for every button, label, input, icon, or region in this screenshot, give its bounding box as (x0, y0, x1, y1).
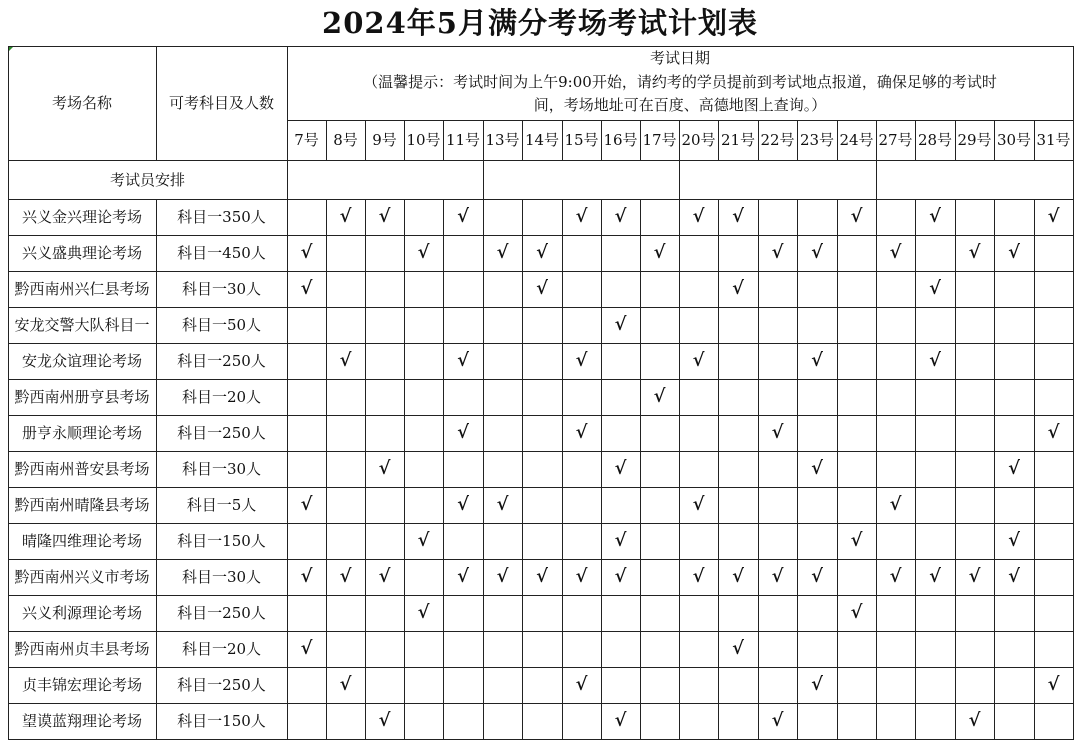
check-mark: √ (496, 494, 509, 515)
day-column-divider (562, 199, 563, 739)
venue-name: 黔西南州兴仁县考场 (14, 280, 150, 298)
check-mark: √ (968, 242, 981, 263)
check-mark: √ (811, 242, 823, 263)
subject-quota: 科目一250人 (177, 424, 266, 442)
check-mark: √ (811, 674, 823, 695)
check-mark: √ (811, 350, 823, 371)
check-mark: √ (300, 638, 313, 659)
venue-name: 安龙众谊理论考场 (21, 352, 142, 370)
examiner-divider (483, 160, 484, 199)
check-mark: √ (692, 350, 705, 371)
table-border-bottom (8, 739, 1074, 740)
day-header: 24号 (839, 131, 874, 149)
check-mark: √ (300, 494, 313, 515)
check-mark: √ (732, 278, 744, 299)
table-border-right (1073, 46, 1074, 740)
check-mark: √ (614, 314, 627, 335)
day-header: 13号 (485, 131, 520, 149)
check-mark: √ (378, 206, 391, 227)
subject-quota: 科目一20人 (181, 388, 262, 406)
date-header: 考试日期 (649, 49, 710, 67)
day-header: 21号 (720, 131, 756, 149)
venue-name: 黔西南州贞丰县考场 (14, 640, 150, 658)
check-mark: √ (692, 494, 705, 515)
check-mark: √ (575, 674, 588, 695)
check-mark: √ (614, 206, 627, 227)
subject-quota: 科目一5人 (186, 496, 257, 514)
subject-quota: 科目一150人 (177, 712, 266, 730)
day-header: 20号 (681, 131, 716, 149)
subject-quota: 科目一50人 (181, 316, 262, 334)
check-mark: √ (614, 458, 627, 479)
day-column-divider (483, 199, 484, 739)
day-header: 10号 (406, 131, 441, 149)
check-mark: √ (417, 530, 430, 551)
check-mark: √ (457, 422, 469, 443)
day-header: 9号 (372, 131, 397, 149)
day-column-divider (1034, 199, 1035, 739)
subject-quota: 科目一250人 (177, 604, 266, 622)
check-mark: √ (536, 278, 548, 299)
day-header: 31号 (1036, 131, 1071, 149)
day-column-divider (758, 199, 759, 739)
subject-quota: 科目一250人 (177, 352, 266, 370)
check-mark: √ (378, 710, 391, 731)
check-mark: √ (575, 422, 588, 443)
venue-name: 黔西南州兴义市考场 (14, 568, 150, 586)
check-mark: √ (378, 566, 391, 587)
check-mark: √ (889, 242, 902, 263)
date-note-line2: 间，考场地址可在百度、高德地图上查询。） (533, 96, 827, 114)
day-column-divider (837, 199, 838, 739)
subject-quota: 科目一30人 (181, 568, 262, 586)
check-mark: √ (614, 710, 627, 731)
check-mark: √ (457, 206, 469, 227)
check-mark: √ (496, 242, 509, 263)
check-mark: √ (811, 458, 823, 479)
check-mark: √ (1047, 422, 1060, 443)
subject-quota: 科目一450人 (177, 244, 266, 262)
subject-quota: 科目一30人 (181, 280, 262, 298)
subject-quota: 科目一30人 (181, 460, 262, 478)
check-mark: √ (339, 350, 352, 371)
venue-name: 贞丰锦宏理论考场 (21, 676, 142, 694)
check-mark: √ (417, 242, 430, 263)
day-header: 28号 (917, 131, 953, 149)
check-mark: √ (968, 710, 981, 731)
check-mark: √ (850, 530, 863, 551)
subject-quota: 科目一150人 (177, 532, 266, 550)
check-mark: √ (575, 566, 588, 587)
day-column-divider (326, 199, 327, 739)
venue-name: 黔西南州册亨县考场 (14, 388, 150, 406)
check-mark: √ (929, 566, 941, 587)
venue-name: 兴义金兴理论考场 (21, 208, 142, 226)
examiner-divider (876, 160, 877, 199)
check-mark: √ (378, 458, 391, 479)
day-header: 15号 (564, 131, 599, 149)
check-mark: √ (300, 242, 313, 263)
check-mark: √ (300, 278, 313, 299)
day-header: 17号 (642, 131, 677, 149)
check-mark: √ (614, 530, 627, 551)
check-mark: √ (771, 710, 784, 731)
day-column-divider (955, 199, 956, 739)
day-column-divider (443, 199, 444, 739)
check-mark: √ (575, 206, 588, 227)
check-mark: √ (771, 242, 784, 263)
check-mark: √ (929, 206, 941, 227)
check-mark: √ (732, 206, 744, 227)
day-header: 7号 (294, 131, 319, 149)
check-mark: √ (536, 242, 548, 263)
check-mark: √ (732, 638, 744, 659)
header-divider (156, 46, 157, 160)
venue-header: 考场名称 (51, 94, 112, 112)
venue-name: 黔西南州晴隆县考场 (14, 496, 150, 514)
check-mark: √ (536, 566, 548, 587)
subject-header: 可考科目及人数 (168, 94, 274, 112)
venue-name: 安龙交警大队科目一 (14, 316, 150, 334)
venue-name: 望谟蓝翔理论考场 (21, 712, 142, 730)
check-mark: √ (457, 494, 469, 515)
check-mark: √ (889, 566, 902, 587)
check-mark: √ (339, 674, 352, 695)
day-header: 23号 (799, 131, 835, 149)
check-mark: √ (1008, 242, 1020, 263)
check-mark: √ (692, 206, 705, 227)
day-header: 29号 (957, 131, 992, 149)
check-mark: √ (339, 206, 352, 227)
day-header: 14号 (524, 131, 560, 149)
day-header: 16号 (603, 131, 638, 149)
check-mark: √ (692, 566, 705, 587)
check-mark: √ (457, 350, 469, 371)
day-header: 27号 (878, 131, 913, 149)
check-mark: √ (614, 566, 627, 587)
venue-name: 黔西南州普安县考场 (14, 460, 150, 478)
check-mark: √ (1008, 566, 1020, 587)
check-mark: √ (300, 566, 313, 587)
subject-quota: 科目一250人 (177, 676, 266, 694)
check-mark: √ (1008, 530, 1020, 551)
subject-quota: 科目一20人 (181, 640, 262, 658)
day-header: 30号 (996, 131, 1032, 149)
check-mark: √ (771, 422, 784, 443)
check-mark: √ (417, 602, 430, 623)
page-title: 2024年5月满分考场考试计划表 (322, 6, 758, 40)
check-mark: √ (653, 386, 666, 407)
check-mark: √ (850, 206, 863, 227)
check-mark: √ (1008, 458, 1020, 479)
check-mark: √ (575, 350, 588, 371)
venue-name: 兴义利源理论考场 (21, 604, 142, 622)
venue-name: 册亨永顺理论考场 (21, 424, 142, 442)
examiner-header: 考试员安排 (109, 170, 185, 189)
check-mark: √ (1047, 674, 1060, 695)
check-mark: √ (1047, 206, 1060, 227)
day-column-divider (640, 199, 641, 739)
day-column-divider (876, 199, 877, 739)
day-column-divider (679, 199, 680, 739)
check-mark: √ (811, 566, 823, 587)
venue-name: 晴隆四维理论考场 (21, 532, 142, 550)
check-mark: √ (968, 566, 981, 587)
check-mark: √ (457, 566, 469, 587)
day-header: 8号 (333, 131, 358, 149)
check-mark: √ (496, 566, 509, 587)
check-mark: √ (850, 602, 863, 623)
subject-quota: 科目一350人 (177, 208, 266, 226)
check-mark: √ (653, 242, 666, 263)
check-mark: √ (929, 278, 941, 299)
examiner-divider (679, 160, 680, 199)
day-column-divider (404, 199, 405, 739)
day-header: 22号 (760, 131, 795, 149)
check-mark: √ (771, 566, 784, 587)
check-mark: √ (732, 566, 744, 587)
day-header: 11号 (445, 131, 481, 149)
check-mark: √ (929, 350, 941, 371)
check-mark: √ (889, 494, 902, 515)
date-note-line1: （温馨提示：考试时间为上午9:00开始，请约考的学员提前到考试地点报道，确保足够的考试时 (363, 73, 997, 91)
check-mark: √ (339, 566, 352, 587)
venue-name: 兴义盛典理论考场 (21, 244, 142, 262)
